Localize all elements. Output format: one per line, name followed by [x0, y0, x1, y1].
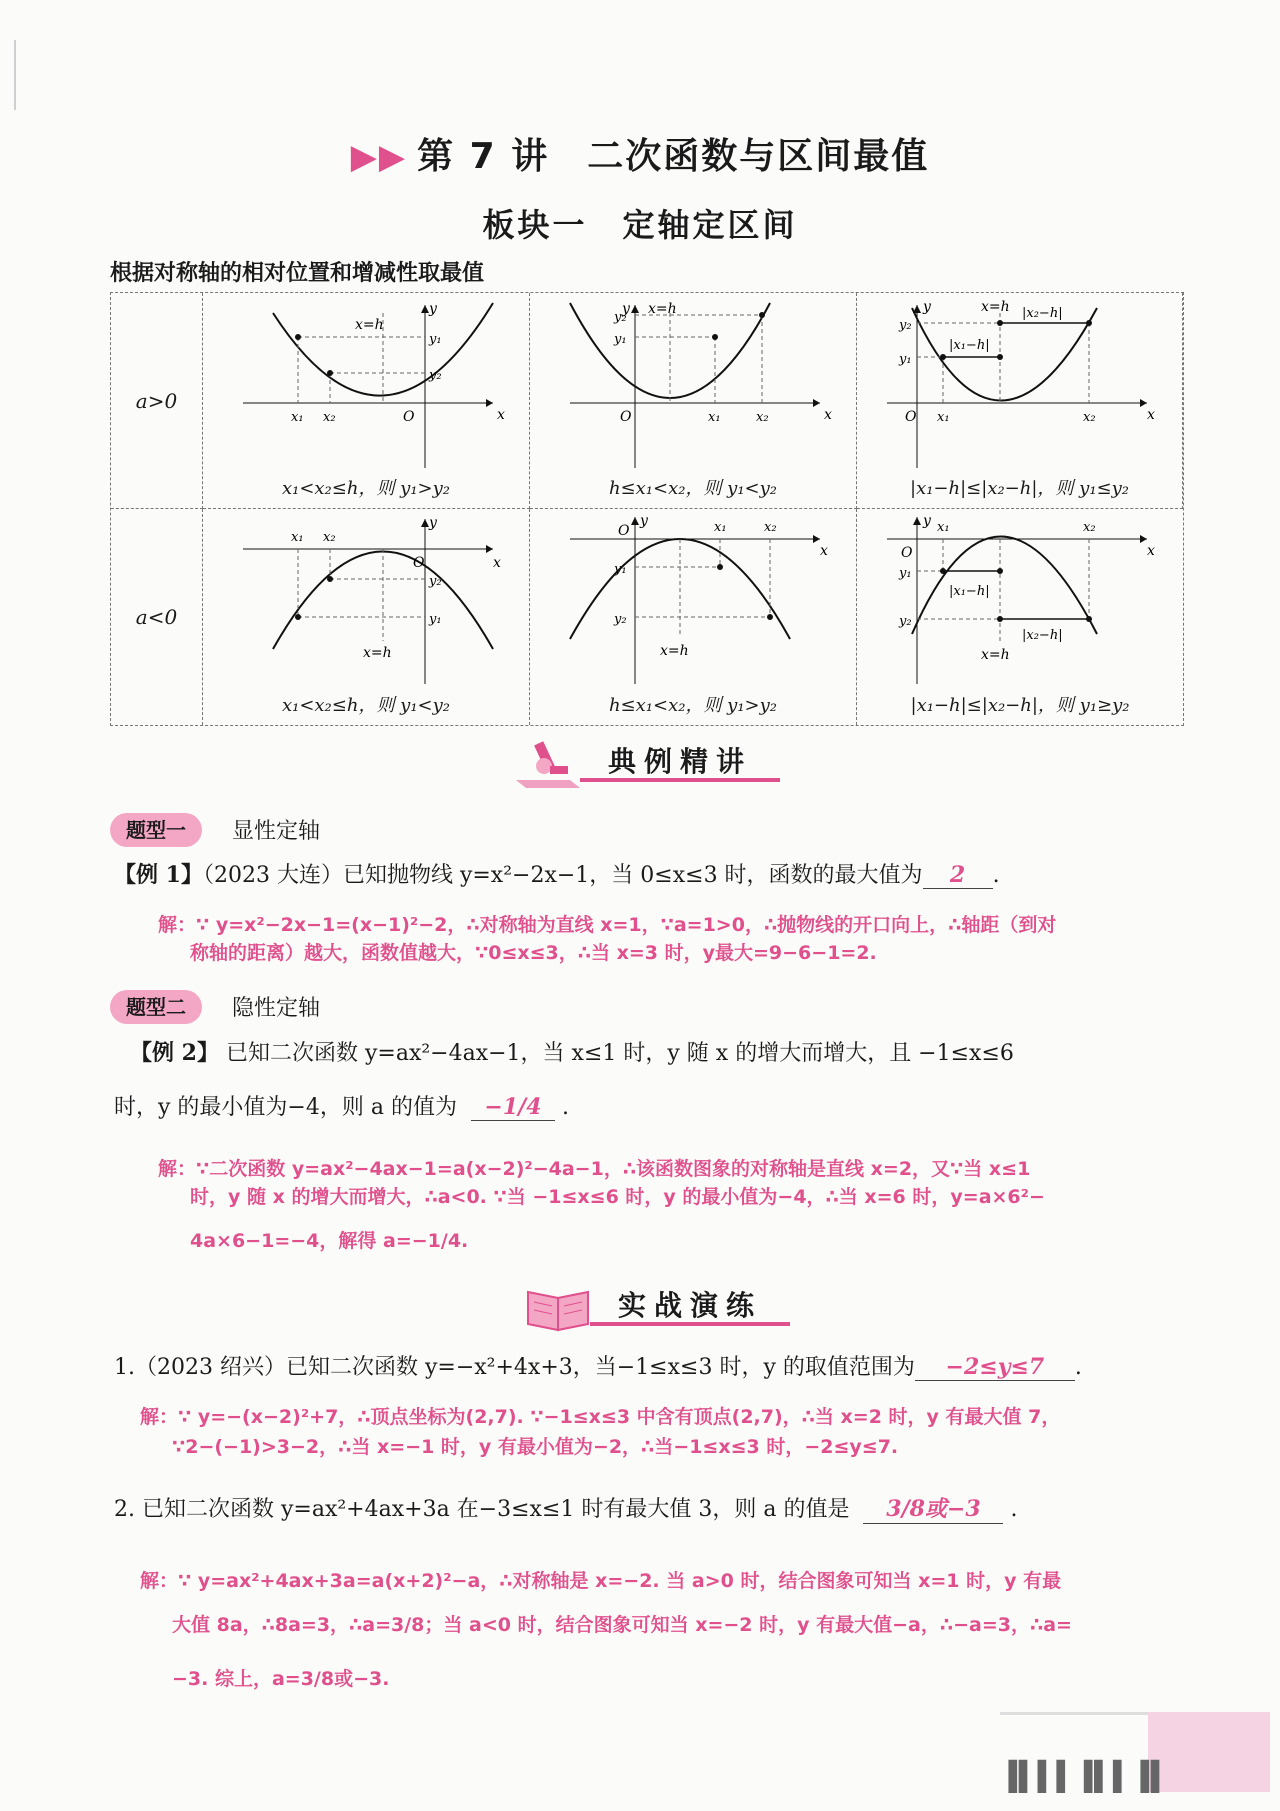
section-title: 板块一 定轴定区间	[482, 206, 798, 244]
svg-text:x: x	[1147, 543, 1155, 559]
svg-text:y₁: y₁	[899, 352, 912, 367]
svg-text:x: x	[824, 407, 832, 423]
problem-2	[114, 1492, 1017, 1524]
parabola-down-left-graph	[203, 509, 530, 689]
lecture-title-text: 第 7 讲 二次函数与区间最值	[417, 136, 930, 177]
banner-practice-title: 实战演练	[618, 1289, 763, 1322]
svg-text:x₁: x₁	[708, 410, 721, 425]
svg-text:y: y	[640, 513, 648, 529]
parabola-up-left-graph	[203, 293, 530, 473]
svg-text:y₂: y₂	[614, 310, 627, 325]
footer-marks: ▐▌▌▌▐▌▌▐▌	[1000, 1760, 1170, 1793]
graph-table	[110, 292, 1184, 726]
parabola-down-distance-graph	[857, 509, 1183, 689]
example-2-label: 【例 2】	[130, 1040, 219, 1066]
problem-1-solution-line-2: ∵2−(−1)>3−2，∴当 x=−1 时，y 有最小值为−2，∴当−1≤x≤3 时，−2≤y≤7.	[172, 1436, 899, 1458]
example-1-solution-line-2: 称轴的距离）越大，函数值越大，∵0≤x≤3，∴当 x=3 时，y最大=9−6−1=2.	[190, 942, 877, 964]
svg-text:y: y	[429, 301, 437, 317]
example-2-answer: −1/4	[471, 1094, 555, 1121]
parabola-up-right-graph	[530, 293, 857, 473]
example-2-text-1: 已知二次函数 y=ax²−4ax−1，当 x≤1 时，y 随 x 的增大而增大，且 −1≤x≤6	[225, 1041, 1014, 1066]
svg-text:x: x	[1147, 407, 1155, 423]
svg-text:O: O	[905, 409, 917, 425]
example-1-label: 【例 1】	[114, 862, 203, 888]
svg-text:x=h: x=h	[363, 645, 392, 661]
svg-text:x=h: x=h	[648, 301, 677, 317]
example-1-solution-line-1: 解：∵ y=x²−2x−1=(x−1)²−2，∴对称轴为直线 x=1，∵a=1>0，∴抛物线的开口向上，∴轴距（到对	[158, 914, 1057, 936]
svg-text:y₂: y₂	[899, 614, 912, 629]
svg-text:x=h: x=h	[660, 643, 689, 659]
svg-text:x₂: x₂	[1083, 520, 1096, 535]
svg-text:x=h: x=h	[981, 647, 1010, 663]
example-2-solution-line-3: 4a×6−1=−4，解得 a=−1/4.	[190, 1230, 469, 1252]
problem-2-answer: 3/8或−3	[863, 1492, 1003, 1524]
problem-2-solution-line-2: 大值 8a，∴8a=3，∴a=3/8；当 a<0 时，结合图象可知当 x=−2 时，y 有最大值−a，∴−a=3，∴a=	[172, 1614, 1072, 1636]
svg-text:x₁: x₁	[937, 410, 950, 425]
banner-examples	[510, 736, 810, 788]
svg-text:x: x	[820, 543, 828, 559]
svg-text:x₁: x₁	[714, 520, 727, 535]
svg-text:x=h: x=h	[355, 317, 384, 333]
svg-text:x₁: x₁	[937, 520, 950, 535]
graph-caption: h≤x₁<x₂，则 y₁<y₂	[608, 478, 778, 499]
parabola-down-right-graph	[530, 509, 857, 689]
banner-examples-title: 典例精讲	[608, 745, 753, 778]
svg-text:y₂: y₂	[614, 612, 627, 627]
svg-text:x₂: x₂	[1083, 410, 1096, 425]
svg-text:x₁: x₁	[291, 530, 304, 545]
svg-text:y₂: y₂	[429, 368, 442, 383]
microscope-icon	[510, 736, 590, 792]
svg-text:O: O	[618, 523, 630, 539]
svg-text:x₂: x₂	[764, 520, 777, 535]
example-1	[114, 858, 1000, 889]
problem-1-answer: −2≤y≤7	[915, 1354, 1075, 1381]
graph-cell-6	[857, 509, 1183, 725]
example-1-answer: 2	[923, 862, 993, 889]
problem-1-text: 1.（2023 绍兴）已知二次函数 y=−x²+4x+3，当−1≤x≤3 时，y 的取值范围为	[114, 1355, 915, 1380]
problem-1	[114, 1350, 1082, 1381]
graph-caption: h≤x₁<x₂，则 y₁>y₂	[608, 695, 778, 716]
example-2-solution-line-2: 时，y 随 x 的增大而增大，∴a<0. ∵当 −1≤x≤6 时，y 的最小值为−4，∴当 x=6 时，y=a×6²−	[190, 1186, 1045, 1208]
example-2-line-1	[130, 1036, 1014, 1067]
graph-caption: x₁<x₂≤h，则 y₁<y₂	[281, 695, 451, 716]
svg-text:x=h: x=h	[981, 299, 1010, 315]
problem-2-solution-line-3: −3. 综上，a=3/8或−3.	[172, 1668, 390, 1690]
graph-cell-1	[203, 293, 530, 509]
svg-text:|x₂−h|: |x₂−h|	[1022, 306, 1063, 321]
row-label-a-negative: a<0	[111, 509, 203, 725]
parabola-up-distance-graph	[857, 293, 1183, 473]
graph-caption: |x₁−h|≤|x₂−h|，则 y₁≤y₂	[910, 478, 1129, 499]
svg-text:y₁: y₁	[614, 332, 627, 347]
type-name-2: 隐性定轴	[232, 996, 321, 1021]
example-2-end: .	[561, 1095, 569, 1120]
double-arrow-icon: ▶▶	[350, 137, 408, 177]
graph-cell-5	[530, 509, 857, 725]
svg-text:O: O	[901, 545, 913, 561]
type-badge-2: 题型二	[110, 990, 202, 1024]
example-2-line-2	[114, 1090, 569, 1121]
svg-text:O: O	[403, 409, 415, 425]
svg-text:y₁: y₁	[614, 562, 627, 577]
problem-2-end: .	[1010, 1497, 1018, 1522]
example-2-text-2: 时，y 的最小值为−4，则 a 的值为	[114, 1095, 457, 1120]
intro-text: 根据对称轴的相对位置和增减性取最值	[110, 261, 485, 286]
svg-text:O: O	[620, 409, 632, 425]
svg-text:x: x	[497, 407, 505, 423]
graph-caption: |x₁−h|≤|x₂−h|，则 y₁≥y₂	[910, 695, 1130, 716]
type-name-1: 显性定轴	[232, 819, 321, 844]
svg-text:y: y	[923, 299, 931, 315]
svg-text:x₂: x₂	[323, 410, 336, 425]
graph-cell-4	[203, 509, 530, 725]
svg-text:x₁: x₁	[291, 410, 304, 425]
graph-cell-2	[530, 293, 857, 509]
type-badge-1: 题型一	[110, 813, 202, 847]
svg-text:y₁: y₁	[429, 612, 442, 627]
svg-text:O: O	[413, 555, 425, 571]
graph-cell-3	[857, 293, 1183, 509]
svg-text:x₂: x₂	[323, 530, 336, 545]
svg-text:y₂: y₂	[899, 318, 912, 333]
problem-1-solution-line-1: 解：∵ y=−(x−2)²+7，∴顶点坐标为(2,7). ∵−1≤x≤3 中含有顶点(2,7)，∴当 x=2 时，y 有最大值 7，	[140, 1406, 1061, 1428]
problem-1-end: .	[1074, 1355, 1082, 1380]
example-2-solution-line-1: 解：∵二次函数 y=ax²−4ax−1=a(x−2)²−4a−1，∴该函数图象的对称轴是直线 x=2，又∵当 x≤1	[158, 1158, 1031, 1180]
problem-2-solution-line-1: 解：∵ y=ax²+4ax+3a=a(x+2)²−a，∴对称轴是 x=−2. 当 a>0 时，结合图象可知当 x=1 时，y 有最	[140, 1570, 1062, 1592]
lecture-title	[0, 128, 1280, 179]
svg-text:y₁: y₁	[899, 566, 912, 581]
svg-text:|x₂−h|: |x₂−h|	[1022, 628, 1063, 643]
banner-practice	[520, 1280, 820, 1332]
problem-2-text: 2. 已知二次函数 y=ax²+4ax+3a 在−3≤x≤1 时有最大值 3，则 a 的值是	[114, 1497, 850, 1522]
graph-caption: x₁<x₂≤h，则 y₁>y₂	[281, 478, 451, 499]
svg-text:y: y	[429, 515, 437, 531]
open-book-icon	[524, 1282, 594, 1334]
svg-text:y: y	[622, 301, 630, 317]
example-1-end: .	[992, 863, 1000, 888]
row-label-a-positive: a>0	[111, 293, 203, 509]
example-1-text: （2023 大连）已知抛物线 y=x²−2x−1，当 0≤x≤3 时，函数的最大值为	[202, 863, 923, 888]
svg-text:y: y	[923, 513, 931, 529]
page-edge	[14, 40, 16, 110]
svg-text:y₂: y₂	[429, 574, 442, 589]
svg-text:x: x	[493, 555, 501, 571]
svg-text:x₂: x₂	[756, 410, 769, 425]
svg-text:y₁: y₁	[429, 332, 442, 347]
svg-text:|x₁−h|: |x₁−h|	[949, 584, 990, 599]
svg-text:|x₁−h|: |x₁−h|	[949, 338, 990, 353]
